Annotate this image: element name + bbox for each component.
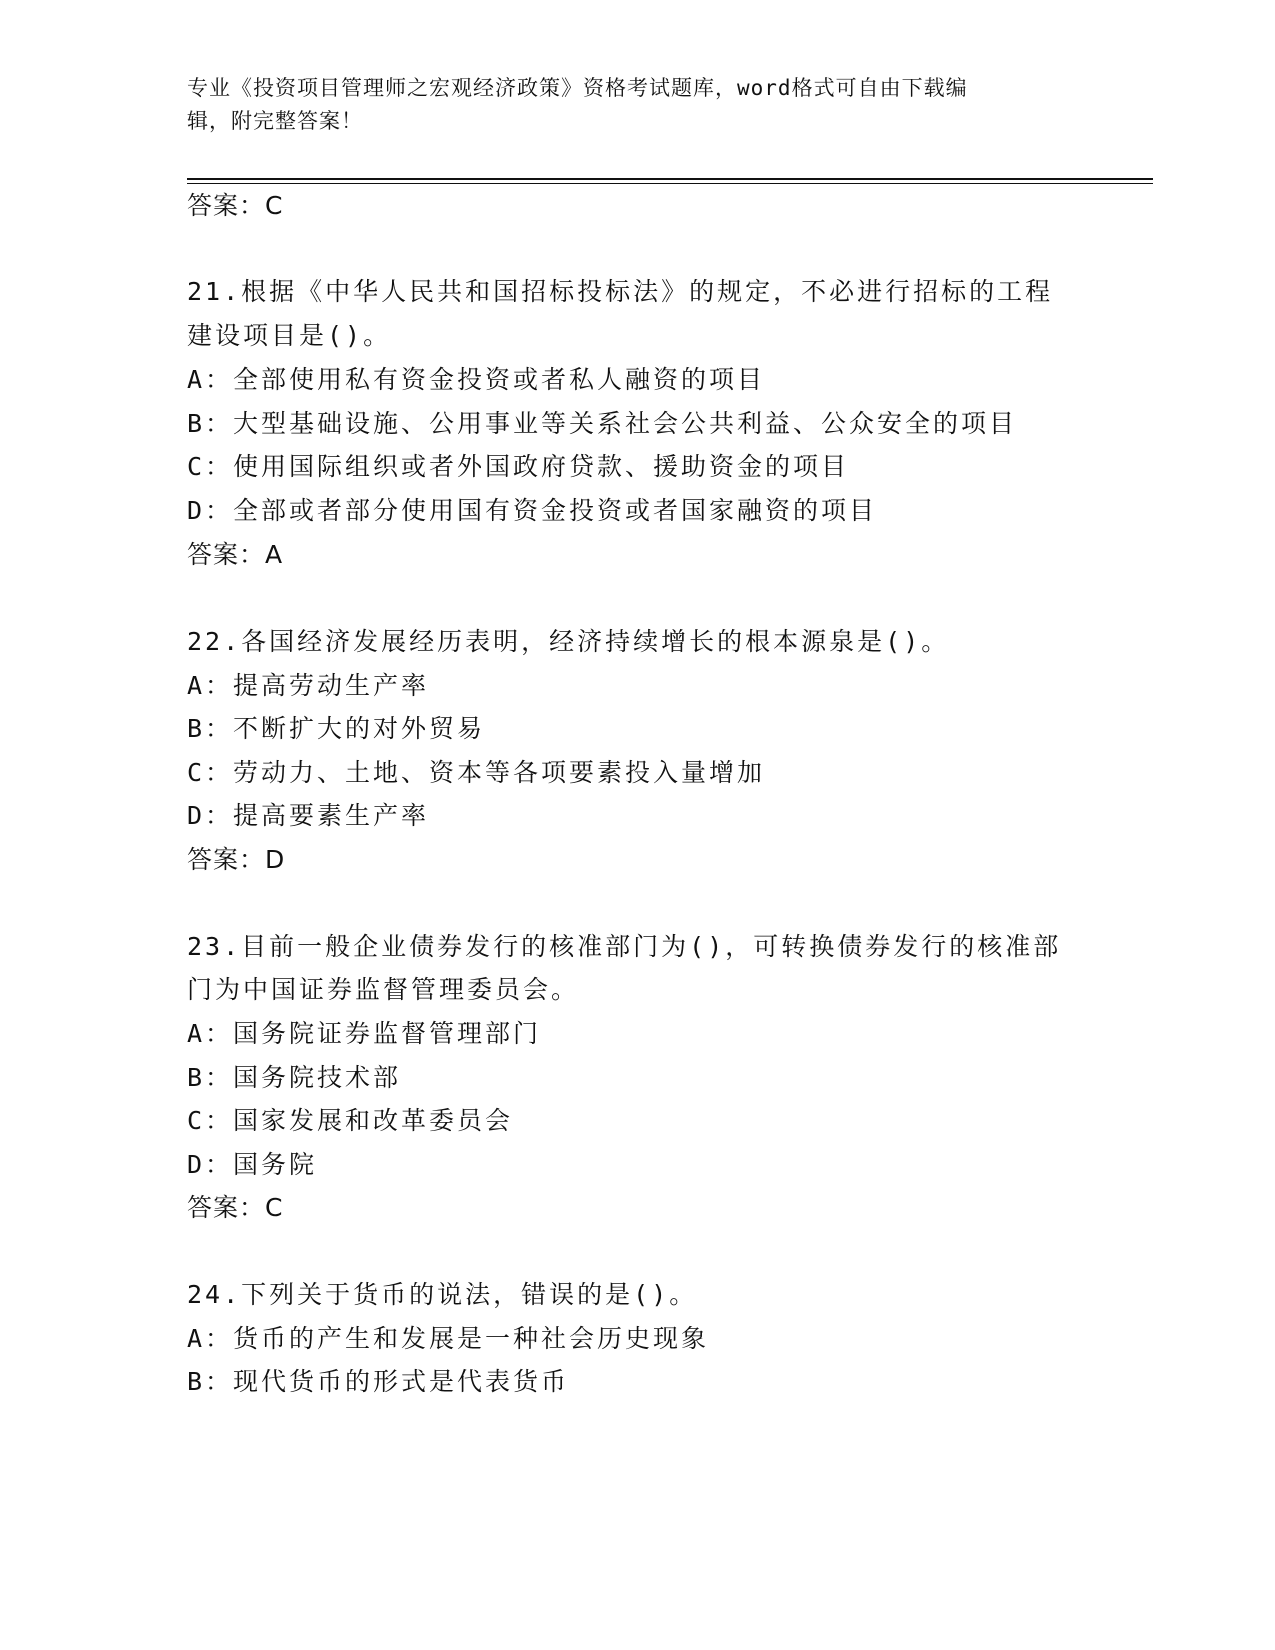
- option-c: C：使用国际组织或者外国政府贷款、援助资金的项目: [187, 452, 850, 481]
- document-header: [187, 72, 1087, 138]
- answer-line: 答案：C: [187, 1193, 284, 1222]
- option-a: A：提高劳动生产率: [187, 671, 430, 700]
- option-c: C：国家发展和改革委员会: [187, 1106, 514, 1135]
- option-d: D：提高要素生产率: [187, 801, 430, 830]
- answer-line: 答案：D: [187, 845, 286, 874]
- option-a: A：全部使用私有资金投资或者私人融资的项目: [187, 365, 766, 394]
- question-stem-continued: 建设项目是()。: [187, 321, 392, 350]
- header-line-1: 专业《投资项目管理师之宏观经济政策》资格考试题库，word格式可自由下载编: [187, 76, 968, 100]
- header-divider-thick: [187, 178, 1153, 180]
- answer-line: 答案：C: [187, 191, 284, 220]
- header-divider-thin: [187, 183, 1153, 184]
- header-line-2: 辑，附完整答案！: [187, 109, 363, 133]
- option-d: D：全部或者部分使用国有资金投资或者国家融资的项目: [187, 496, 878, 525]
- option-b: B：不断扩大的对外贸易: [187, 714, 486, 743]
- answer-line: 答案：A: [187, 540, 284, 569]
- option-a: A：国务院证券监督管理部门: [187, 1019, 542, 1048]
- option-c: C：劳动力、土地、资本等各项要素投入量增加: [187, 758, 766, 787]
- option-d: D：国务院: [187, 1150, 318, 1179]
- question-stem: 23.目前一般企业债券发行的核准部门为()，可转换债券发行的核准部: [187, 932, 1062, 961]
- option-b: B：现代货币的形式是代表货币: [187, 1367, 570, 1396]
- question-stem: 22.各国经济发展经历表明，经济持续增长的根本源泉是()。: [187, 627, 950, 656]
- question-stem: 24.下列关于货币的说法，错误的是()。: [187, 1280, 698, 1309]
- option-a: A：货币的产生和发展是一种社会历史现象: [187, 1324, 710, 1353]
- question-stem-continued: 门为中国证券监督管理委员会。: [187, 975, 580, 1004]
- option-b: B：大型基础设施、公用事业等关系社会公共利益、公众安全的项目: [187, 409, 1018, 438]
- question-stem: 21.根据《中华人民共和国招标投标法》的规定，不必进行招标的工程: [187, 277, 1054, 306]
- option-b: B：国务院技术部: [187, 1063, 402, 1092]
